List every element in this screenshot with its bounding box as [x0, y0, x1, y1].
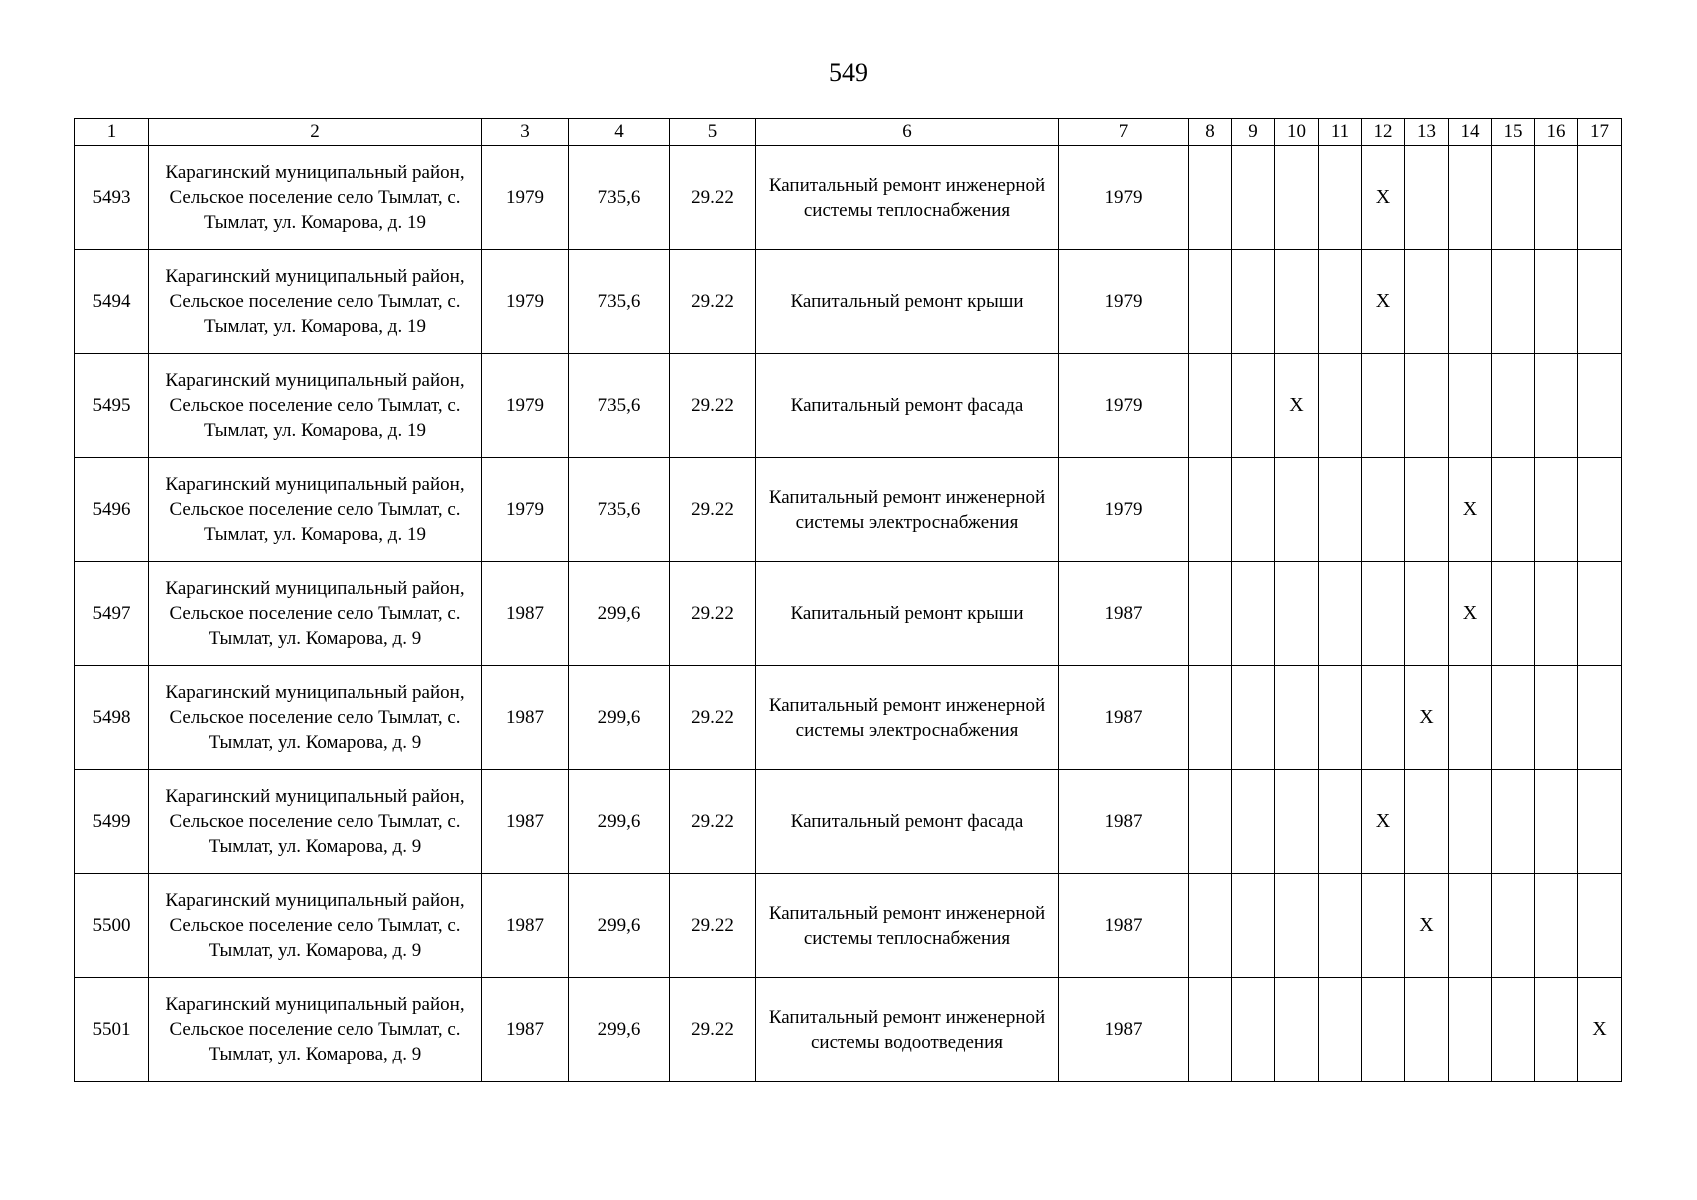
area-cell: 735,6 [569, 250, 670, 354]
area-cell: 735,6 [569, 146, 670, 250]
empty-cell [1189, 874, 1232, 978]
address-cell: Карагинский муниципальный район, Сельское поселение село Тымлат, с. Тымлат, ул. Комарова, д. 9 [149, 978, 482, 1082]
empty-cell [1232, 250, 1275, 354]
empty-cell [1319, 146, 1362, 250]
empty-cell [1405, 250, 1449, 354]
empty-cell [1449, 978, 1492, 1082]
column-header: 12 [1362, 119, 1405, 146]
year-built-cell: 1979 [482, 250, 569, 354]
work-type-cell: Капитальный ремонт крыши [756, 562, 1059, 666]
empty-cell [1319, 978, 1362, 1082]
empty-cell [1492, 250, 1535, 354]
empty-cell [1362, 874, 1405, 978]
empty-cell [1405, 354, 1449, 458]
empty-cell [1189, 666, 1232, 770]
empty-cell [1535, 666, 1578, 770]
empty-cell [1275, 146, 1319, 250]
code-cell: 29.22 [670, 666, 756, 770]
empty-cell [1578, 458, 1622, 562]
code-cell: 29.22 [670, 978, 756, 1082]
year-built-cell: 1987 [482, 666, 569, 770]
area-cell: 735,6 [569, 354, 670, 458]
address-cell: Карагинский муниципальный район, Сельское поселение село Тымлат, с. Тымлат, ул. Комарова, д. 19 [149, 250, 482, 354]
empty-cell [1232, 562, 1275, 666]
year-built-cell: 1979 [482, 354, 569, 458]
mark-cell: X [1449, 562, 1492, 666]
header-row [75, 119, 1622, 146]
column-header: 2 [149, 119, 482, 146]
mark-cell: X [1362, 250, 1405, 354]
work-type-cell: Капитальный ремонт инженерной системы водоотведения [756, 978, 1059, 1082]
empty-cell [1275, 250, 1319, 354]
code-cell: 29.22 [670, 458, 756, 562]
mark-cell: X [1578, 978, 1622, 1082]
empty-cell [1189, 354, 1232, 458]
table-body [75, 146, 1622, 1082]
column-header: 7 [1059, 119, 1189, 146]
table-row [75, 770, 1622, 874]
year-built-cell: 1987 [482, 978, 569, 1082]
empty-cell [1362, 562, 1405, 666]
empty-cell [1578, 146, 1622, 250]
column-header: 15 [1492, 119, 1535, 146]
empty-cell [1275, 562, 1319, 666]
table-row [75, 250, 1622, 354]
empty-cell [1449, 250, 1492, 354]
mark-cell: X [1405, 666, 1449, 770]
column-header: 9 [1232, 119, 1275, 146]
empty-cell [1535, 770, 1578, 874]
row-number-cell: 5500 [75, 874, 149, 978]
empty-cell [1578, 770, 1622, 874]
area-cell: 299,6 [569, 666, 670, 770]
row-number-cell: 5498 [75, 666, 149, 770]
empty-cell [1492, 354, 1535, 458]
empty-cell [1492, 458, 1535, 562]
empty-cell [1449, 874, 1492, 978]
mark-cell: X [1362, 770, 1405, 874]
empty-cell [1232, 666, 1275, 770]
empty-cell [1449, 666, 1492, 770]
empty-cell [1449, 354, 1492, 458]
work-type-cell: Капитальный ремонт фасада [756, 770, 1059, 874]
empty-cell [1405, 562, 1449, 666]
empty-cell [1578, 666, 1622, 770]
empty-cell [1492, 562, 1535, 666]
year-cell: 1979 [1059, 146, 1189, 250]
column-header: 14 [1449, 119, 1492, 146]
column-header: 11 [1319, 119, 1362, 146]
work-type-cell: Капитальный ремонт инженерной системы электроснабжения [756, 666, 1059, 770]
empty-cell [1362, 354, 1405, 458]
work-type-cell: Капитальный ремонт крыши [756, 250, 1059, 354]
empty-cell [1319, 354, 1362, 458]
table-row [75, 978, 1622, 1082]
work-type-cell: Капитальный ремонт инженерной системы теплоснабжения [756, 874, 1059, 978]
year-built-cell: 1987 [482, 770, 569, 874]
code-cell: 29.22 [670, 770, 756, 874]
row-number-cell: 5501 [75, 978, 149, 1082]
empty-cell [1232, 146, 1275, 250]
empty-cell [1232, 458, 1275, 562]
year-cell: 1987 [1059, 978, 1189, 1082]
year-cell: 1979 [1059, 354, 1189, 458]
row-number-cell: 5494 [75, 250, 149, 354]
empty-cell [1319, 874, 1362, 978]
column-header: 4 [569, 119, 670, 146]
year-cell: 1987 [1059, 666, 1189, 770]
empty-cell [1189, 562, 1232, 666]
code-cell: 29.22 [670, 562, 756, 666]
empty-cell [1189, 978, 1232, 1082]
table-row [75, 874, 1622, 978]
empty-cell [1362, 666, 1405, 770]
empty-cell [1535, 874, 1578, 978]
row-number-cell: 5495 [75, 354, 149, 458]
empty-cell [1319, 770, 1362, 874]
column-header: 8 [1189, 119, 1232, 146]
column-header: 17 [1578, 119, 1622, 146]
column-header: 1 [75, 119, 149, 146]
empty-cell [1189, 146, 1232, 250]
empty-cell [1232, 354, 1275, 458]
year-built-cell: 1979 [482, 146, 569, 250]
empty-cell [1405, 770, 1449, 874]
empty-cell [1578, 354, 1622, 458]
empty-cell [1275, 874, 1319, 978]
empty-cell [1578, 562, 1622, 666]
empty-cell [1449, 770, 1492, 874]
work-type-cell: Капитальный ремонт фасада [756, 354, 1059, 458]
page-number: 549 [829, 58, 868, 87]
empty-cell [1362, 978, 1405, 1082]
empty-cell [1319, 666, 1362, 770]
year-cell: 1987 [1059, 562, 1189, 666]
row-number-cell: 5493 [75, 146, 149, 250]
mark-cell: X [1405, 874, 1449, 978]
area-cell: 299,6 [569, 770, 670, 874]
row-number-cell: 5497 [75, 562, 149, 666]
row-number-cell: 5496 [75, 458, 149, 562]
empty-cell [1232, 874, 1275, 978]
empty-cell [1275, 770, 1319, 874]
column-header: 6 [756, 119, 1059, 146]
code-cell: 29.22 [670, 874, 756, 978]
area-cell: 735,6 [569, 458, 670, 562]
work-type-cell: Капитальный ремонт инженерной системы теплоснабжения [756, 146, 1059, 250]
empty-cell [1362, 458, 1405, 562]
empty-cell [1189, 250, 1232, 354]
empty-cell [1319, 562, 1362, 666]
empty-cell [1189, 770, 1232, 874]
empty-cell [1319, 250, 1362, 354]
empty-cell [1578, 874, 1622, 978]
empty-cell [1405, 146, 1449, 250]
empty-cell [1535, 562, 1578, 666]
empty-cell [1492, 770, 1535, 874]
empty-cell [1535, 978, 1578, 1082]
mark-cell: X [1449, 458, 1492, 562]
row-number-cell: 5499 [75, 770, 149, 874]
column-header: 16 [1535, 119, 1578, 146]
year-built-cell: 1987 [482, 562, 569, 666]
empty-cell [1232, 770, 1275, 874]
empty-cell [1492, 666, 1535, 770]
code-cell: 29.22 [670, 146, 756, 250]
address-cell: Карагинский муниципальный район, Сельское поселение село Тымлат, с. Тымлат, ул. Комарова, д. 9 [149, 666, 482, 770]
address-cell: Карагинский муниципальный район, Сельское поселение село Тымлат, с. Тымлат, ул. Комарова, д. 19 [149, 458, 482, 562]
empty-cell [1535, 250, 1578, 354]
empty-cell [1449, 146, 1492, 250]
empty-cell [1275, 666, 1319, 770]
empty-cell [1189, 458, 1232, 562]
table-row [75, 354, 1622, 458]
empty-cell [1405, 458, 1449, 562]
empty-cell [1578, 250, 1622, 354]
year-built-cell: 1987 [482, 874, 569, 978]
column-header: 13 [1405, 119, 1449, 146]
empty-cell [1535, 354, 1578, 458]
year-cell: 1979 [1059, 250, 1189, 354]
empty-cell [1492, 146, 1535, 250]
address-cell: Карагинский муниципальный район, Сельское поселение село Тымлат, с. Тымлат, ул. Комарова, д. 9 [149, 562, 482, 666]
code-cell: 29.22 [670, 354, 756, 458]
area-cell: 299,6 [569, 562, 670, 666]
code-cell: 29.22 [670, 250, 756, 354]
year-cell: 1987 [1059, 770, 1189, 874]
table-row [75, 562, 1622, 666]
table-row [75, 458, 1622, 562]
table-row [75, 666, 1622, 770]
year-cell: 1979 [1059, 458, 1189, 562]
mark-cell: X [1362, 146, 1405, 250]
empty-cell [1232, 978, 1275, 1082]
empty-cell [1319, 458, 1362, 562]
year-built-cell: 1979 [482, 458, 569, 562]
empty-cell [1492, 874, 1535, 978]
empty-cell [1535, 458, 1578, 562]
area-cell: 299,6 [569, 978, 670, 1082]
address-cell: Карагинский муниципальный район, Сельское поселение село Тымлат, с. Тымлат, ул. Комарова, д. 19 [149, 354, 482, 458]
column-header: 3 [482, 119, 569, 146]
table-row [75, 146, 1622, 250]
empty-cell [1275, 458, 1319, 562]
mark-cell: X [1275, 354, 1319, 458]
column-header: 10 [1275, 119, 1319, 146]
year-cell: 1987 [1059, 874, 1189, 978]
address-cell: Карагинский муниципальный район, Сельское поселение село Тымлат, с. Тымлат, ул. Комарова, д. 9 [149, 874, 482, 978]
work-type-cell: Капитальный ремонт инженерной системы электроснабжения [756, 458, 1059, 562]
address-cell: Карагинский муниципальный район, Сельское поселение село Тымлат, с. Тымлат, ул. Комарова, д. 19 [149, 146, 482, 250]
empty-cell [1275, 978, 1319, 1082]
empty-cell [1492, 978, 1535, 1082]
empty-cell [1405, 978, 1449, 1082]
area-cell: 299,6 [569, 874, 670, 978]
empty-cell [1535, 146, 1578, 250]
capital-repair-table [74, 118, 1622, 1082]
address-cell: Карагинский муниципальный район, Сельское поселение село Тымлат, с. Тымлат, ул. Комарова, д. 9 [149, 770, 482, 874]
column-header: 5 [670, 119, 756, 146]
